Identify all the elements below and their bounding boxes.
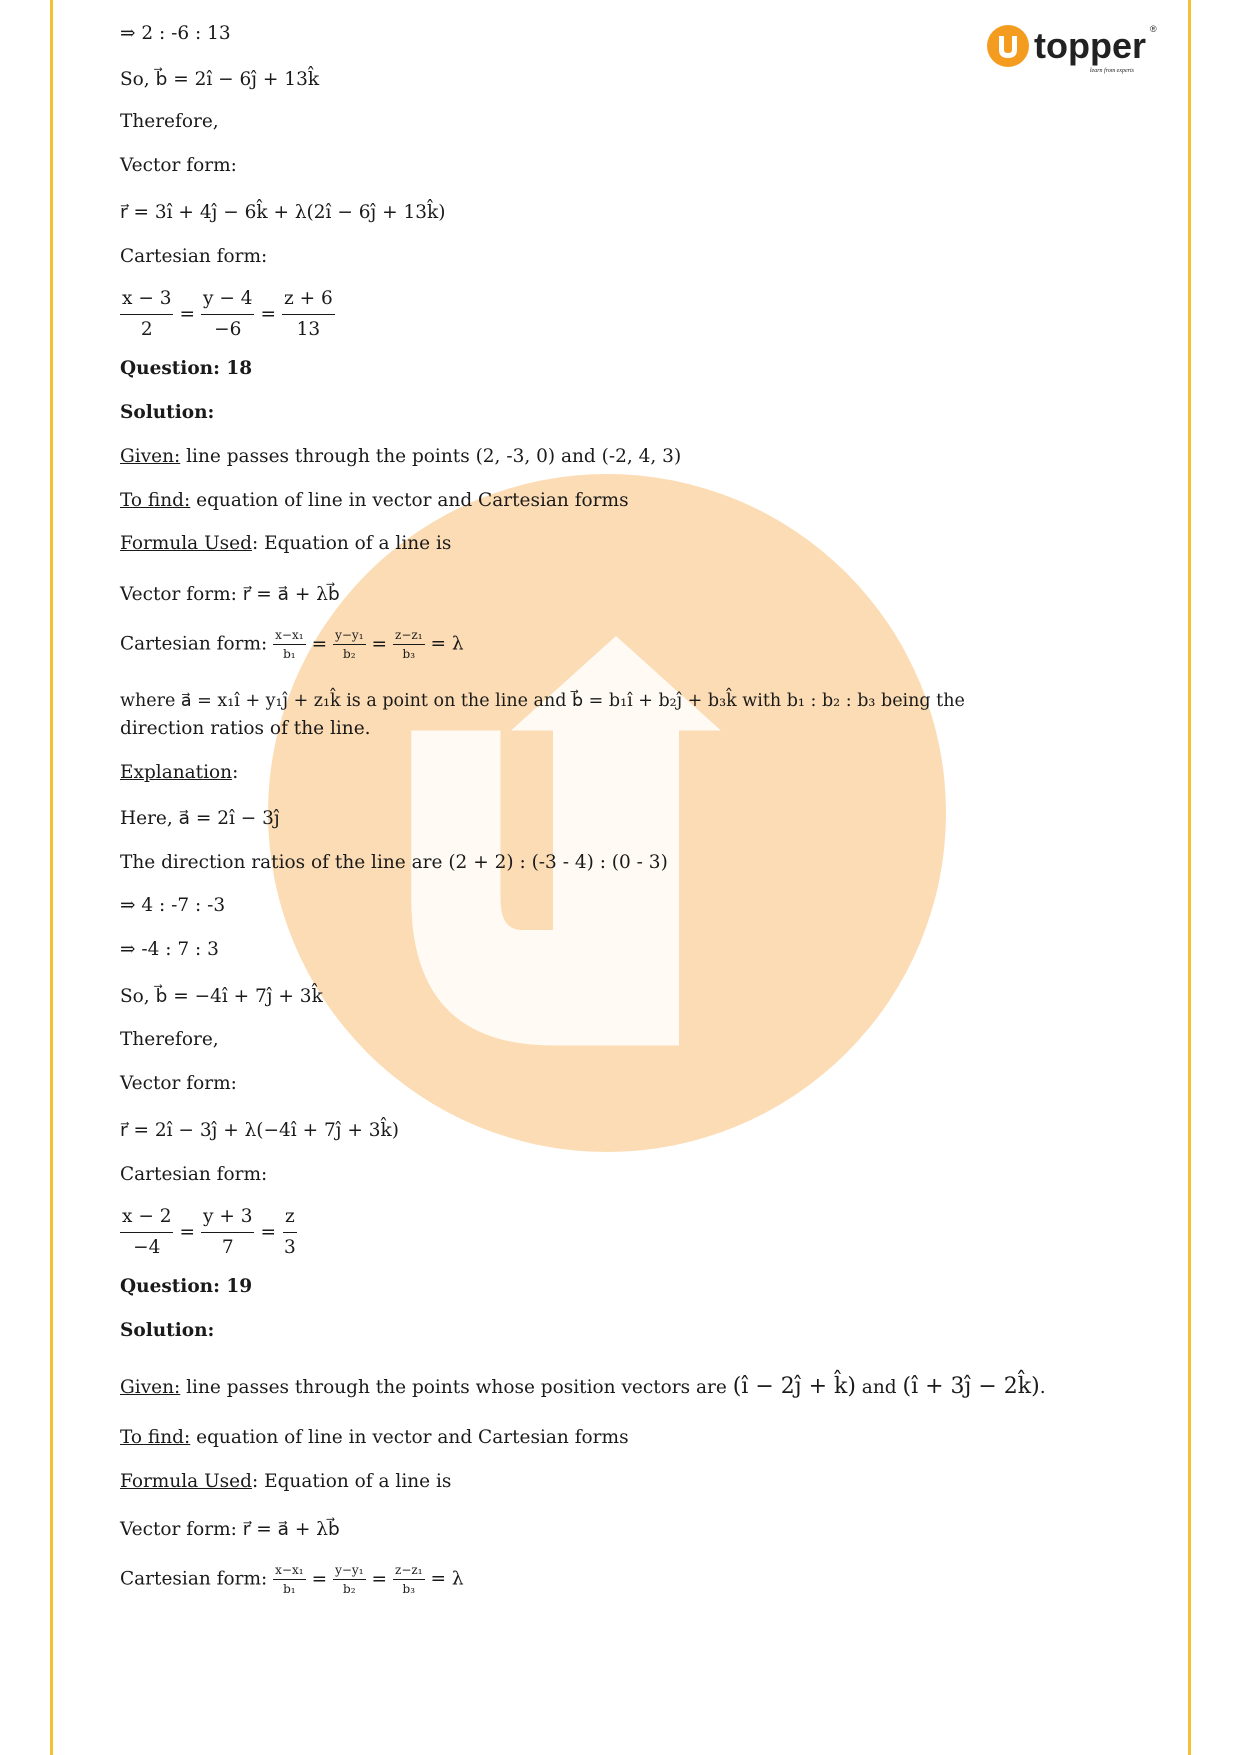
q18-so-b: So, b⃗ = −4î + 7ĵ + 3k̂ <box>120 986 323 1007</box>
fraction: $\frac{\text{z−z₁}}{\text{b₃}}$ <box>395 1563 423 1596</box>
logo-brand-text: topper <box>1034 25 1146 66</box>
question-18-title: Question: 18 <box>120 358 253 379</box>
q18-direction-ratios: The direction ratios of the line are (2 + 2) : (-3 - 4) : (0 - 3) <box>120 852 668 873</box>
page-border-left <box>50 0 53 1755</box>
fraction: $\frac{\text{z−z₁}}{\text{b₃}}$ <box>395 628 423 661</box>
q18-cartesian-form: Cartesian form: $\frac{\text{x−x₁}}{\text{b₁}}$ = $\frac{\text{y−y₁}}{\text{b₂}}$ = $\frac{\text{z−z₁}}{\text{b₃}}$ = λ <box>120 628 464 661</box>
vector-equation: r⃗ = 3î + 4ĵ − 6k̂ + λ(2î − 6ĵ + 13k̂) <box>120 202 446 223</box>
q18-to-find: To find: equation of line in vector and Cartesian forms <box>120 490 629 511</box>
fraction: $\frac{\text{y−y₁}}{\text{b₂}}$ <box>335 628 364 661</box>
fraction: $\frac{y - 4}{-6}$ <box>202 288 253 340</box>
vector-form-label: Vector form: <box>120 155 237 176</box>
so-b-line: So, b⃗ = 2î − 6ĵ + 13k̂ <box>120 69 320 90</box>
ratio-line: ⇒ 2 : -6 : 13 <box>120 23 231 44</box>
q19-cartesian-form: Cartesian form: $\frac{\text{x−x₁}}{\text{b₁}}$ = $\frac{\text{y−y₁}}{\text{b₂}}$ = $\frac{\text{z−z₁}}{\text{b₃}}$ = λ <box>120 1563 464 1596</box>
q18-cartesian-equation: $\frac{x - 2}{-4}$ = $\frac{y + 3}{7}$ = $\frac{z}{3}$ <box>122 1206 296 1258</box>
q19-vector-2: (î + 3ĵ − 2k̂) <box>902 1374 1040 1399</box>
fraction: $\frac{z + 6}{13}$ <box>283 288 333 340</box>
q18-where-line-2: direction ratios of the line. <box>120 718 371 739</box>
topper-logo-icon <box>984 20 1164 80</box>
q19-vector-form: Vector form: r⃗ = a⃗ + λb⃗ <box>120 1519 340 1540</box>
fraction: $\frac{x - 2}{-4}$ <box>122 1206 172 1258</box>
q19-vector-1: (î − 2ĵ + k̂) <box>732 1374 856 1399</box>
fraction: $\frac{y + 3}{7}$ <box>202 1206 253 1258</box>
q19-formula-used: Formula Used: Equation of a line is <box>120 1471 452 1492</box>
page-border-right <box>1188 0 1191 1755</box>
fraction: $\frac{z}{3}$ <box>283 1206 296 1258</box>
q18-vector-equation: r⃗ = 2î − 3ĵ + λ(−4î + 7ĵ + 3k̂) <box>120 1120 399 1141</box>
q19-given: Given: line passes through the points whose position vectors are (î − 2ĵ + k̂) and (î + 3ĵ − 2k̂). <box>120 1374 1046 1399</box>
topper-logo <box>984 20 1164 80</box>
q18-solution-label: Solution: <box>120 402 215 423</box>
fraction: $\frac{x - 3}{2}$ <box>122 288 172 340</box>
cartesian-form-label: Cartesian form: <box>120 246 268 267</box>
q18-given: Given: line passes through the points (2, -3, 0) and (-2, 4, 3) <box>120 446 682 467</box>
logo-registered-mark: ® <box>1150 24 1157 34</box>
fraction: $\frac{\text{y−y₁}}{\text{b₂}}$ <box>335 1563 364 1596</box>
therefore-line: Therefore, <box>120 111 219 132</box>
watermark-logo-icon <box>268 474 946 1152</box>
q18-ratio-1: ⇒ 4 : -7 : -3 <box>120 895 226 916</box>
q19-solution-label: Solution: <box>120 1320 215 1341</box>
q19-to-find: To find: equation of line in vector and Cartesian forms <box>120 1427 629 1448</box>
q18-vector-form-label: Vector form: <box>120 1073 237 1094</box>
q18-cartesian-form-label: Cartesian form: <box>120 1164 268 1185</box>
fraction: $\frac{\text{x−x₁}}{\text{b₁}}$ <box>275 628 304 661</box>
cartesian-equation: $\frac{x - 3}{2}$ = $\frac{y - 4}{-6}$ = $\frac{z + 6}{13}$ <box>122 288 333 340</box>
q18-explanation-label: Explanation: <box>120 762 239 783</box>
q18-vector-form: Vector form: r⃗ = a⃗ + λb⃗ <box>120 584 340 605</box>
fraction: $\frac{\text{x−x₁}}{\text{b₁}}$ <box>275 1563 304 1596</box>
q18-here-line: Here, a⃗ = 2î − 3ĵ <box>120 808 280 829</box>
logo-tagline: learn from experts <box>1089 68 1134 74</box>
question-19-title: Question: 19 <box>120 1276 253 1297</box>
q18-where-line-1: where a⃗ = x₁î + y₁ĵ + z₁k̂ is a point on the line and b⃗ = b₁î + b₂ĵ + b₃k̂ with b₁ : b₂ : b₃ being the <box>120 691 965 711</box>
q18-ratio-2: ⇒ -4 : 7 : 3 <box>120 939 219 960</box>
q18-formula-used: Formula Used: Equation of a line is <box>120 533 452 554</box>
q18-therefore: Therefore, <box>120 1029 219 1050</box>
